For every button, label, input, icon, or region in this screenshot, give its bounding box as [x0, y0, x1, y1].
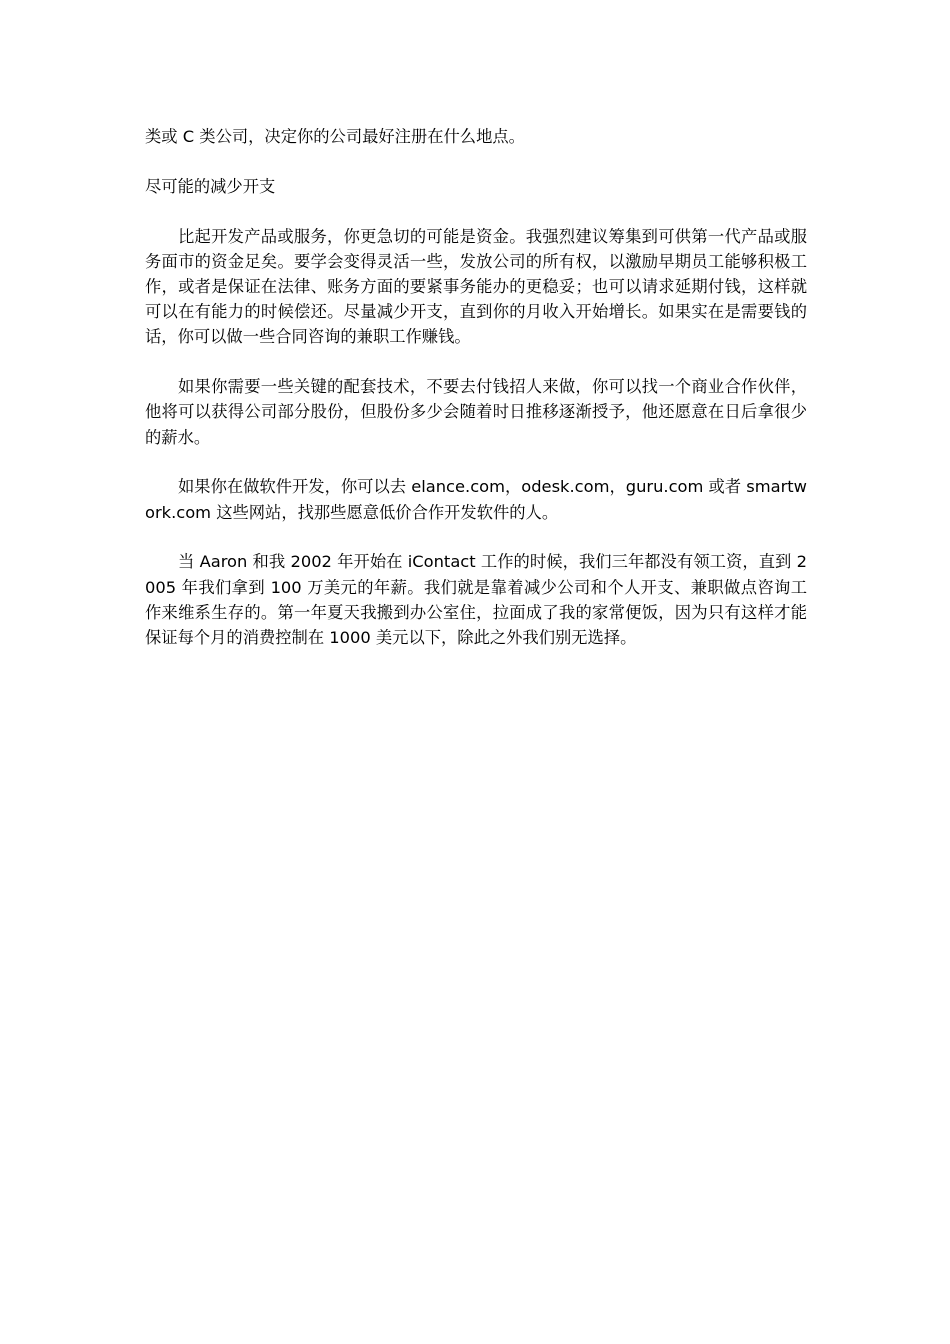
document-body — [145, 124, 807, 650]
section-heading: 尽可能的减少开支 — [145, 176, 276, 196]
paragraph-funding: 比起开发产品或服务，你更急切的可能是资金。我强烈建议筹集到可供第一代产品或服务面市的资金足矣。要学会变得灵活一些，发放公司的所有权，以激励早期员工能够积极工作，或者是保证在法律、账务方面的要紧事务能办的更稳妥；也可以请求延期付钱，这样就可以在有能力的时候偿还。尽量减少开支，直到你的月收入开始增长。如果实在是需要钱的话，你可以做一些合同咨询的兼职工作赚钱。 — [145, 226, 807, 347]
paragraph-partner: 如果你需要一些关键的配套技术，不要去付钱招人来做，你可以找一个商业合作伙伴，他将可以获得公司部分股份，但股份多少会随着时日推移逐渐授予，他还愿意在日后拿很少的薪水。 — [145, 377, 807, 447]
paragraph-continuation: 类或 C 类公司，决定你的公司最好注册在什么地点。 — [145, 127, 525, 146]
paragraph-software: 如果你在做软件开发，你可以去 elance.com，odesk.com，guru.com 或者 smartwork.com 这些网站，找那些愿意低价合作开发软件的人。 — [145, 477, 807, 522]
paragraph-icontact: 当 Aaron 和我 2002 年开始在 iContact 工作的时候，我们三年都没有领工资，直到 2005 年我们拿到 100 万美元的年薪。我们就是靠着减少公司和个人开支、兼职做点咨询工作来维系生存的。第一年夏天我搬到办公室住，拉面成了我的家常便饭，因为只有这样才能保证每个月的消费控制在 1000 美元以下，除此之外我们别无选择。 — [145, 552, 807, 648]
